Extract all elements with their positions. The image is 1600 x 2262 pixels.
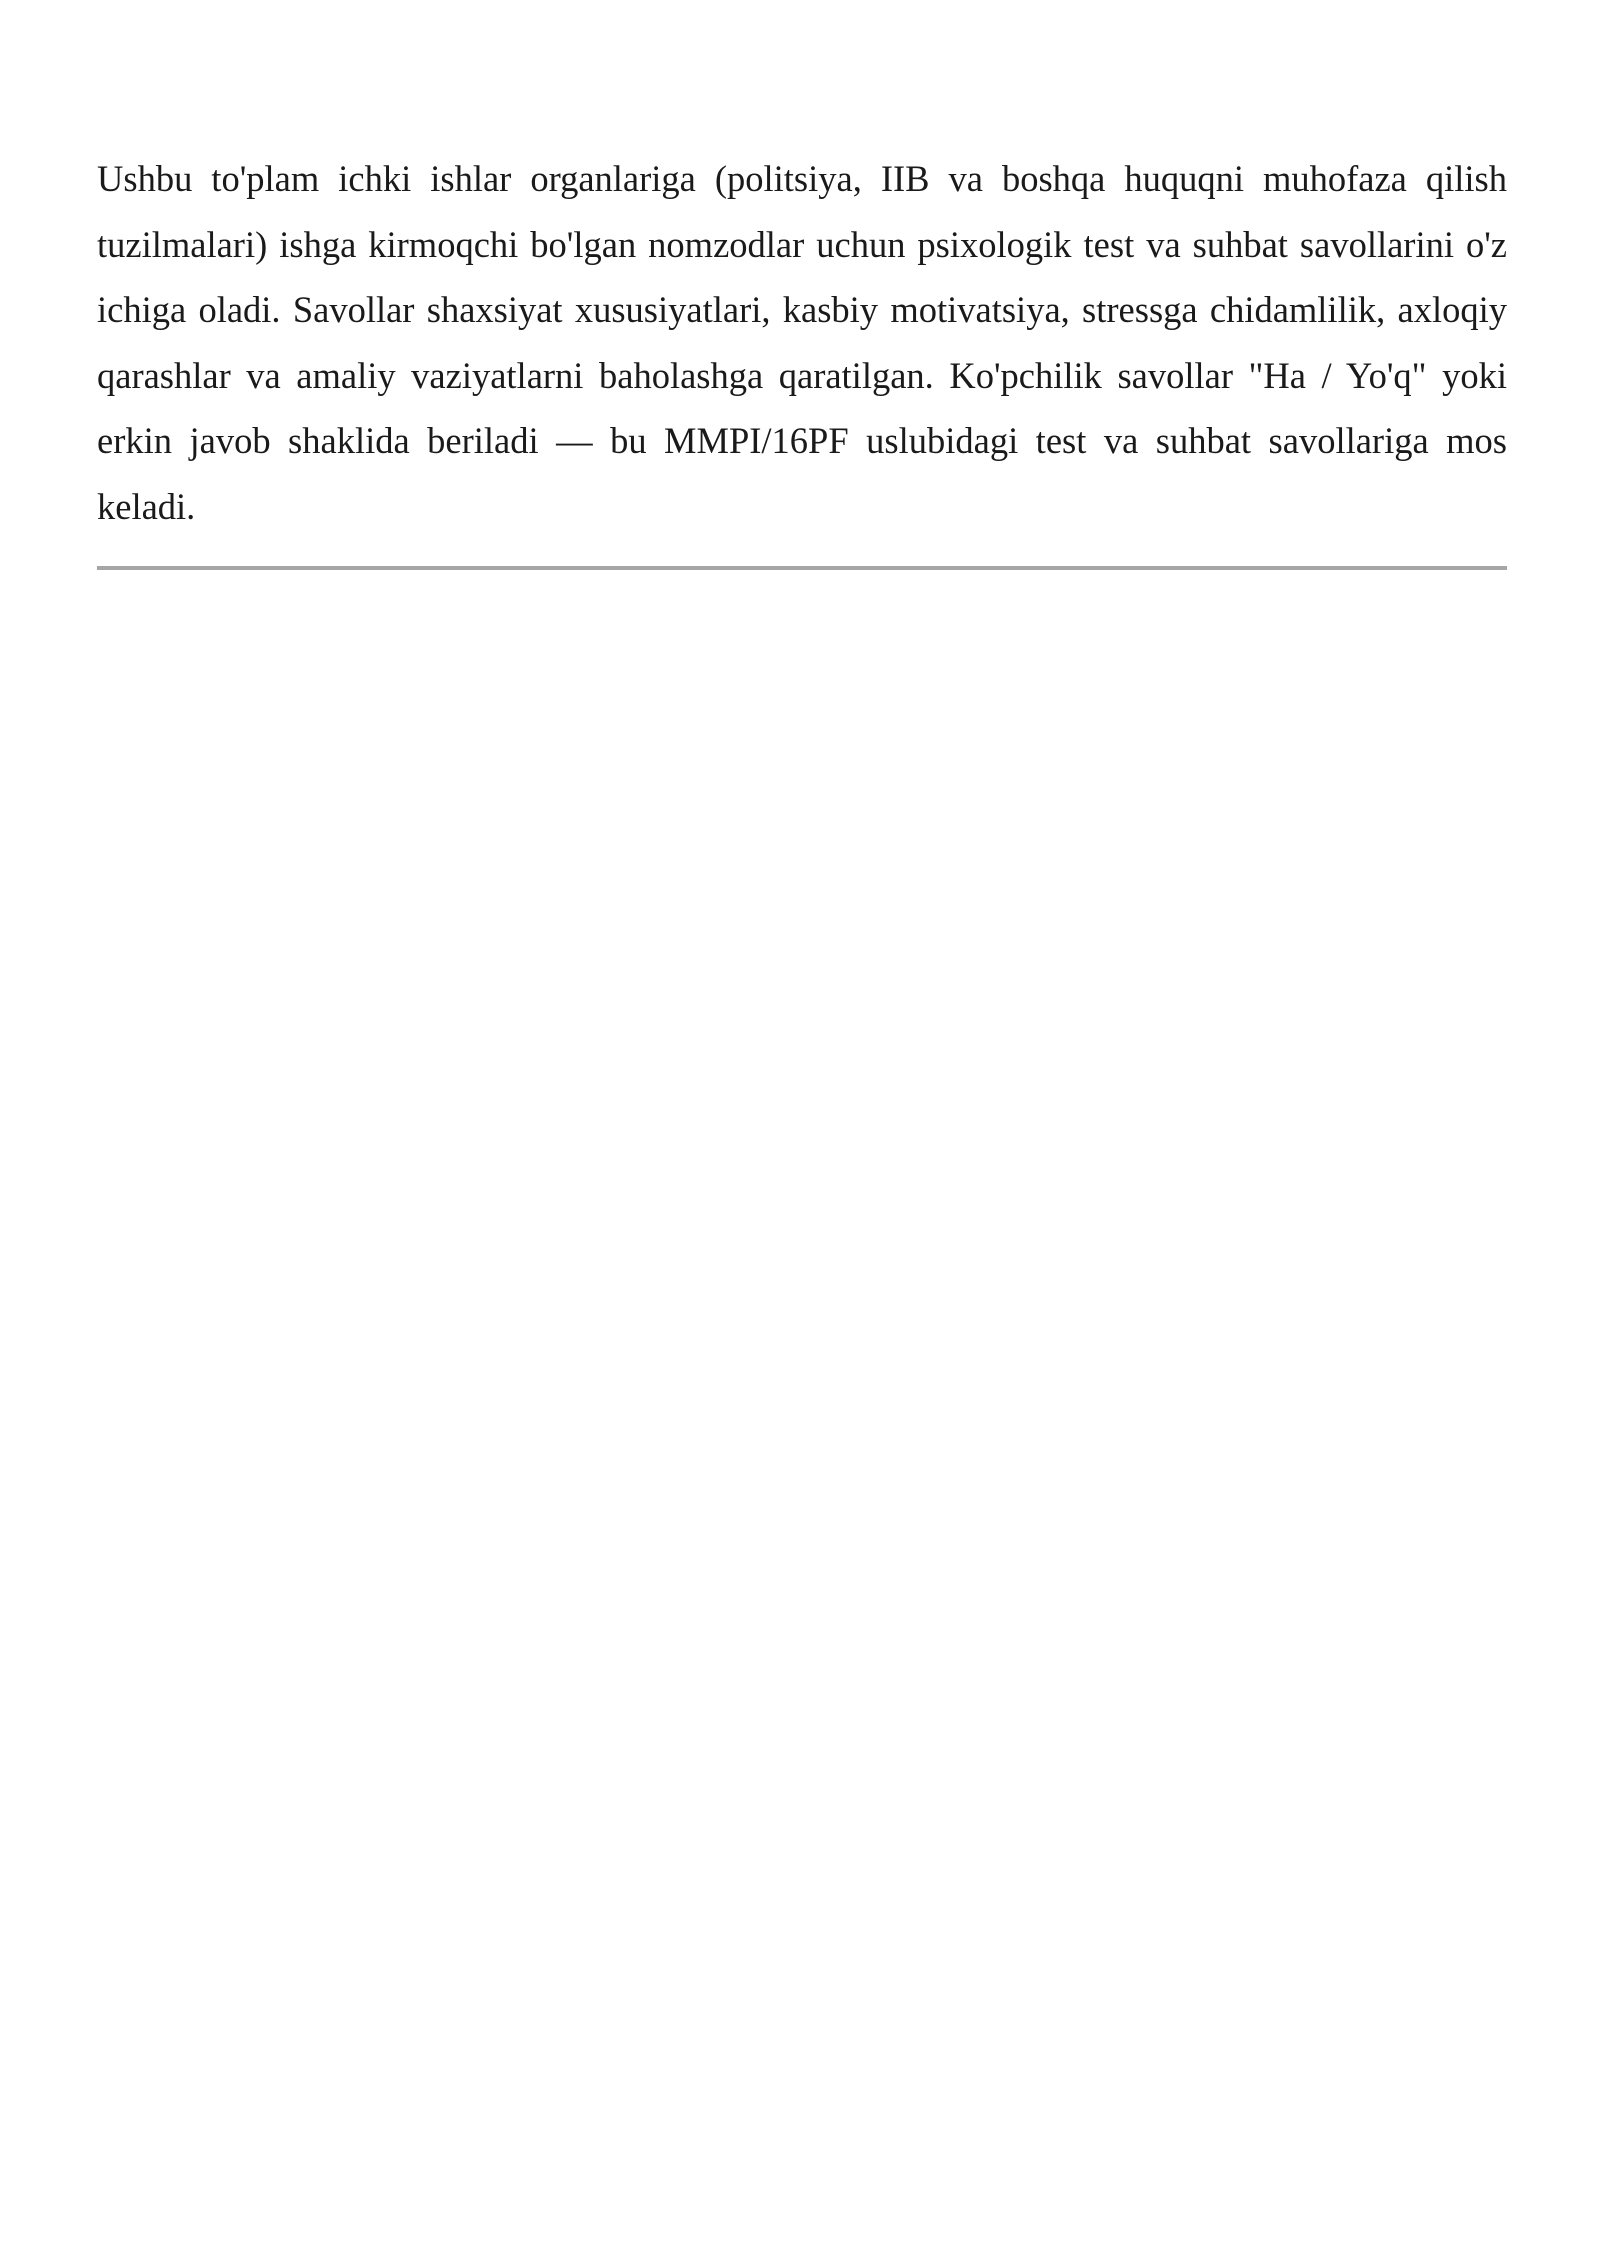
intro-paragraph: Ushbu to'plam ichki ishlar organlariga (politsiya, IIB va boshqa huquqni muhofaza qilish tuzilmalari) ishga kirmoqchi bo'lgan nomzodlar uchun psixologik test va suhbat savollarini o'z ichiga oladi. Savollar shaxsiyat xususiyatlari, kasbiy motivatsiya, stressga chidamlilik, axloqiy qarashlar va amaliy vaziyatlarni baholashga qaratilgan. Ko'pchilik savollar "Ha / Yo'q" yoki erkin javob shaklida beriladi — bu MMPI/16PF uslubidagi test va suhbat savollariga mos keladi.: [97, 158, 1507, 527]
section-divider: [97, 566, 1507, 570]
